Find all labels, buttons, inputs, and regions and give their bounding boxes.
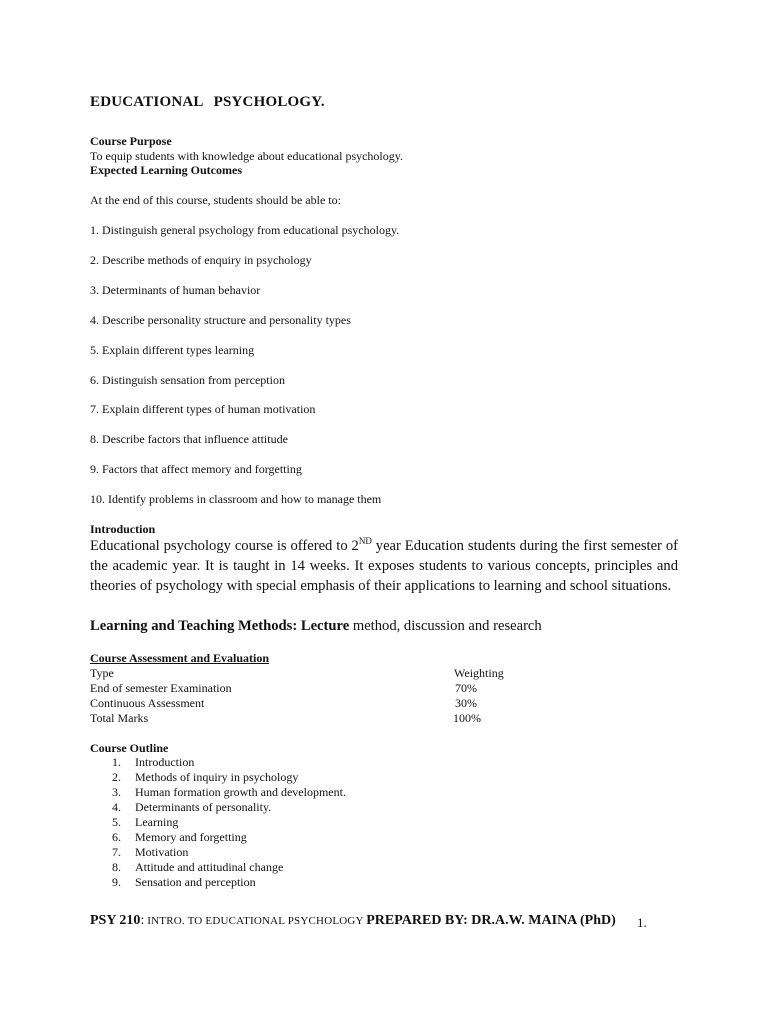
page-title: [90, 94, 325, 111]
outline-item-text: Sensation and perception: [135, 875, 256, 889]
outcome-item: 7. Explain different types of human motivation: [90, 402, 316, 416]
introduction-heading: Introduction: [90, 522, 156, 536]
outline-item-number: 6.: [112, 830, 121, 844]
teaching-methods-line: [90, 618, 542, 635]
outline-item-text: Learning: [135, 815, 179, 829]
outline-item-text: Motivation: [135, 845, 189, 859]
title-word-1: EDUCATIONAL: [90, 94, 204, 110]
course-purpose-heading: Course Purpose: [90, 134, 172, 148]
outline-heading: Course Outline: [90, 741, 169, 755]
outline-item: [112, 815, 346, 830]
outline-item: [112, 845, 346, 860]
outline-list: [112, 755, 346, 890]
assessment-value: 30%: [455, 696, 477, 710]
course-purpose-text: To equip students with knowledge about educational psychology.: [90, 149, 403, 163]
footer-colon: :: [140, 913, 145, 928]
footer-prepared-by: PREPARED BY: DR.A.W. MAINA (PhD): [366, 913, 616, 928]
ordinal-suffix: ND: [358, 536, 372, 546]
assessment-label: Type: [90, 666, 114, 680]
page-number: 1.: [637, 915, 647, 930]
outcome-item: 3. Determinants of human behavior: [90, 283, 261, 297]
outline-item: [112, 770, 346, 785]
outline-item-number: 7.: [112, 845, 121, 859]
outline-item-number: 2.: [112, 770, 121, 784]
outcome-item: 4. Describe personality structure and personality types: [90, 313, 351, 327]
outline-item: [112, 860, 346, 875]
outcome-item: 8. Describe factors that influence attitude: [90, 432, 288, 446]
outline-item: [112, 800, 346, 815]
introduction-text-rest: year Education students during the first semester of the academic year. It is taught in 14 weeks. It exposes students to various concepts, principles and theories of psychology with special emphasis of their applications to learning and school situations.: [90, 538, 678, 594]
outcome-item: 9. Factors that affect memory and forgetting: [90, 462, 302, 476]
outline-item-number: 5.: [112, 815, 121, 829]
outcome-item: 6. Distinguish sensation from perception: [90, 373, 285, 387]
assessment-value: 70%: [455, 681, 477, 695]
outline-item-number: 9.: [112, 875, 121, 889]
outline-item-number: 1.: [112, 755, 121, 769]
learning-outcomes-intro: At the end of this course, students should be able to:: [90, 193, 341, 207]
learning-outcomes-heading: Expected Learning Outcomes: [90, 163, 242, 177]
outline-item-text: Introduction: [135, 755, 195, 769]
outline-item-text: Determinants of personality.: [135, 800, 272, 814]
outline-item: [112, 755, 346, 770]
outline-item: [112, 785, 346, 800]
outcome-item: 5. Explain different types learning: [90, 343, 255, 357]
assessment-label: Continuous Assessment: [90, 696, 205, 710]
assessment-value: Weighting: [454, 666, 504, 680]
outline-item-text: Memory and forgetting: [135, 830, 247, 844]
outline-item: [112, 875, 346, 890]
assessment-label: Total Marks: [90, 711, 149, 725]
assessment-value: 100%: [453, 711, 481, 725]
outline-item-text: Human formation growth and development.: [135, 785, 346, 799]
outcome-item: 2. Describe methods of enquiry in psychology: [90, 253, 312, 267]
page-footer: [90, 913, 616, 929]
assessment-heading: Course Assessment and Evaluation: [90, 651, 270, 665]
introduction-paragraph: [90, 536, 678, 596]
outcome-item: 1. Distinguish general psychology from educational psychology.: [90, 223, 400, 237]
outline-item-number: 3.: [112, 785, 121, 799]
footer-course-code: PSY 210: [90, 913, 141, 928]
introduction-text-start: Educational psychology course is offered to 2: [90, 538, 359, 554]
teaching-methods-label: Learning and Teaching Methods: Lecture: [90, 618, 350, 634]
title-word-2: PSYCHOLOGY.: [213, 94, 325, 110]
outline-item-number: 8.: [112, 860, 121, 874]
outline-item-text: Attitude and attitudinal change: [135, 860, 284, 874]
footer-course-title: INTRO. TO EDUCATIONAL PSYCHOLOGY: [144, 915, 367, 927]
outline-item: [112, 830, 346, 845]
assessment-label: End of semester Examination: [90, 681, 232, 695]
outline-item-number: 4.: [112, 800, 121, 814]
outcome-item: 10. Identify problems in classroom and how to manage them: [90, 492, 382, 506]
outline-item-text: Methods of inquiry in psychology: [135, 770, 299, 784]
teaching-methods-text: method, discussion and research: [349, 618, 542, 634]
